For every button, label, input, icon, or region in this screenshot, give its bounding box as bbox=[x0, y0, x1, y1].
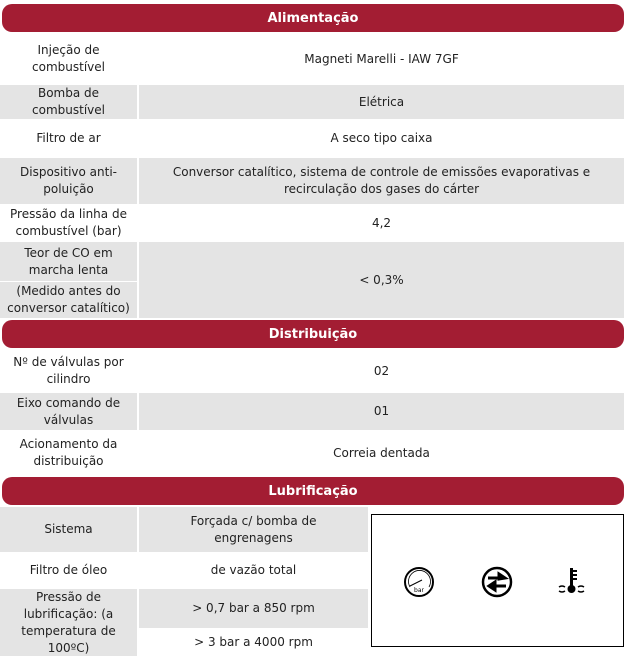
row-value: de vazão total bbox=[210, 563, 297, 577]
row-label: Nº de válvulas por cilindro bbox=[13, 355, 124, 386]
section-header-distribuicao: Distribuição bbox=[2, 320, 624, 348]
row-label: Bomba de combustível bbox=[0, 85, 137, 119]
section-header-lubrificacao: Lubrificação bbox=[2, 477, 624, 505]
row-label: Sistema bbox=[0, 507, 137, 552]
row-value: Elétrica bbox=[139, 85, 624, 119]
row-label: Filtro de óleo bbox=[29, 563, 108, 577]
row-value: 02 bbox=[373, 363, 390, 378]
row-value: 4,2 bbox=[371, 215, 392, 230]
oil-pressure-gauge-icon bbox=[402, 565, 436, 599]
row-label: Acionamento da distribuição bbox=[19, 437, 118, 468]
row-label: Pressão da linha de combustível (bar) bbox=[10, 207, 127, 238]
row-value: Conversor catalítico, sistema de controle de emissões evaporativas e recirculação dos gases do cárter bbox=[139, 158, 624, 204]
row-label: Pressão de lubrificação: (a temperatura de 100ºC) bbox=[0, 589, 137, 656]
row-label-note: (Medido antes do conversor catalítico) bbox=[0, 282, 137, 318]
row-value: Forçada c/ bomba de engrenagens bbox=[139, 507, 368, 552]
row-value: 01 bbox=[139, 393, 624, 430]
gauge-unit: bar bbox=[414, 587, 424, 594]
row-value: Correia dentada bbox=[333, 445, 430, 460]
oil-circulation-icon bbox=[480, 565, 514, 599]
section-header-alimentacao: Alimentação bbox=[2, 4, 624, 32]
row-value: A seco tipo caixa bbox=[330, 131, 433, 145]
indicator-icons-panel bbox=[371, 514, 624, 647]
row-value: > 0,7 bar a 850 rpm bbox=[139, 589, 368, 628]
row-label: Dispositivo anti-poluição bbox=[0, 158, 137, 204]
row-label: Injeção de combustível bbox=[32, 43, 105, 74]
row-label: Eixo comando de válvulas bbox=[0, 393, 137, 430]
row-value-2: > 3 bar a 4000 rpm bbox=[194, 635, 313, 649]
oil-temperature-icon bbox=[555, 565, 589, 599]
row-value: Magneti Marelli - IAW 7GF bbox=[304, 51, 459, 66]
row-value: < 0,3% bbox=[139, 242, 624, 318]
row-label: Filtro de ar bbox=[36, 131, 101, 145]
row-label: Teor de CO em marcha lenta bbox=[0, 242, 137, 281]
